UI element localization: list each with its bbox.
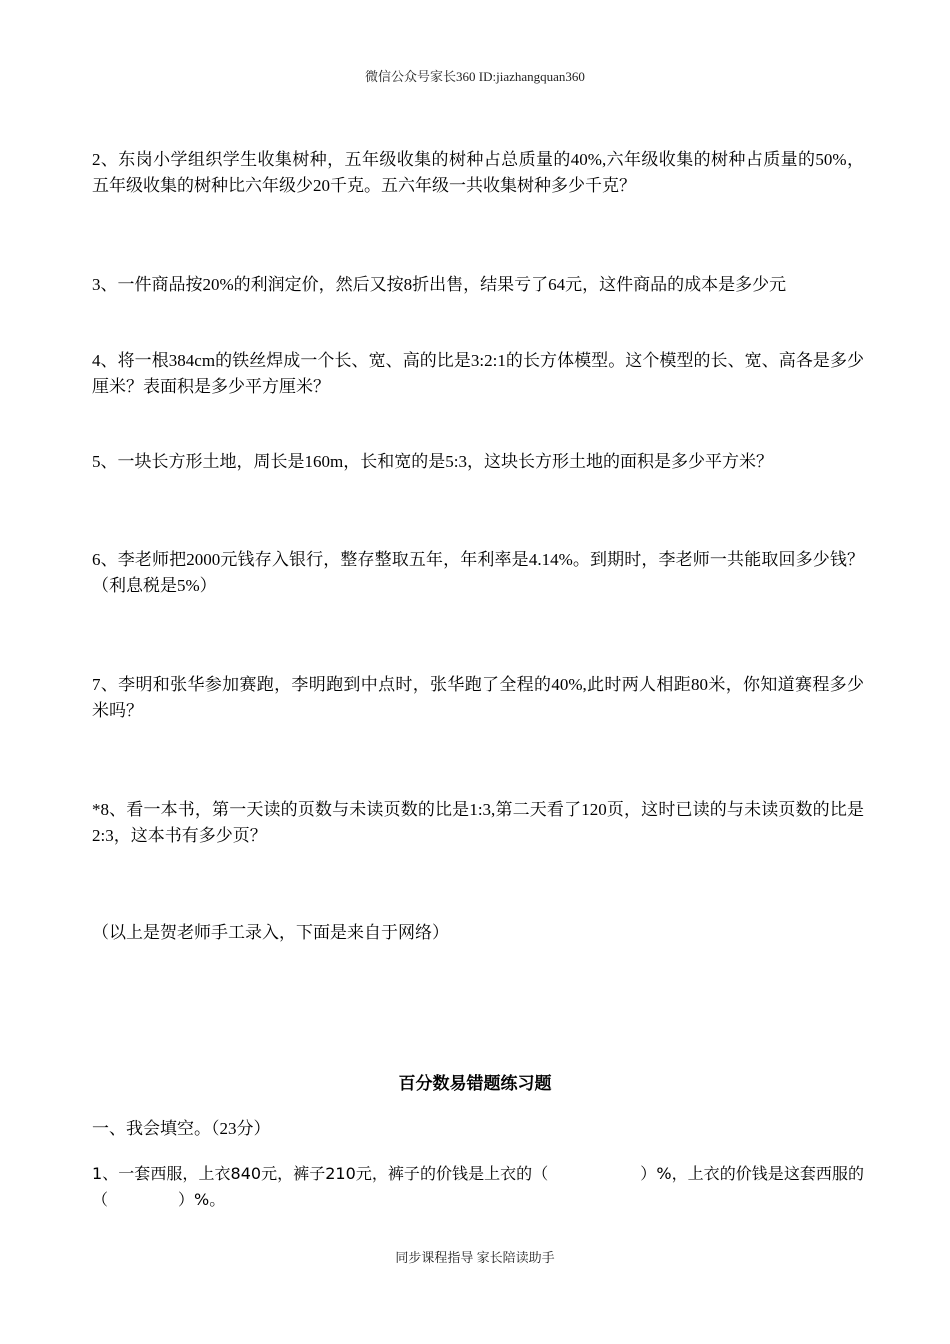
fill-in-item-1-text-a: 1、一套西服，上衣840元，裤子210元，裤子的价钱是上衣的（	[92, 1164, 549, 1183]
fill-in-item-1	[92, 1161, 864, 1213]
question-4: 4、将一根384cm的铁丝焊成一个长、宽、高的比是3:2:1的长方体模型。这个模型的长、宽、高各是多少厘米？表面积是多少平方厘米？	[92, 351, 864, 396]
source-note: （以上是贺老师手工录入，下面是来自于网络）	[92, 923, 449, 942]
part-one-heading: 一、我会填空。（23分）	[92, 1119, 271, 1138]
question-3: 3、一件商品按20%的利润定价，然后又按8折出售，结果亏了64元，这件商品的成本是多少元	[92, 275, 787, 294]
question-8: *8、看一本书，第一天读的页数与未读页数的比是1:3,第二天看了120页，这时已读的与未读页数的比是2:3，这本书有多少页？	[92, 800, 864, 845]
page-footer: 同步课程指导 家长陪读助手	[395, 1250, 555, 1265]
fill-in-item-1-text-b: ）%，上衣的价钱是这套西服的（	[92, 1164, 864, 1209]
section-title: 百分数易错题练习题	[398, 1074, 552, 1093]
page-header: 微信公众号家长360 ID:jiazhangquan360	[365, 69, 585, 84]
question-7: 7、李明和张华参加赛跑，李明跑到中点时，张华跑了全程的40%,此时两人相距80米，你知道赛程多少米吗？	[92, 675, 864, 720]
question-2: 2、东岗小学组织学生收集树种，五年级收集的树种占总质量的40%,六年级收集的树种占质量的50%，五年级收集的树种比六年级少20千克。五六年级一共收集树种多少千克？	[92, 150, 864, 195]
fill-in-item-1-text-c: ）%。	[178, 1190, 226, 1209]
question-5: 5、一块长方形土地，周长是160m，长和宽的是5:3，这块长方形土地的面积是多少平方米？	[92, 452, 773, 471]
question-6: 6、李老师把2000元钱存入银行，整存整取五年，年利率是4.14%。到期时，李老师一共能取回多少钱？（利息税是5%）	[92, 550, 864, 595]
